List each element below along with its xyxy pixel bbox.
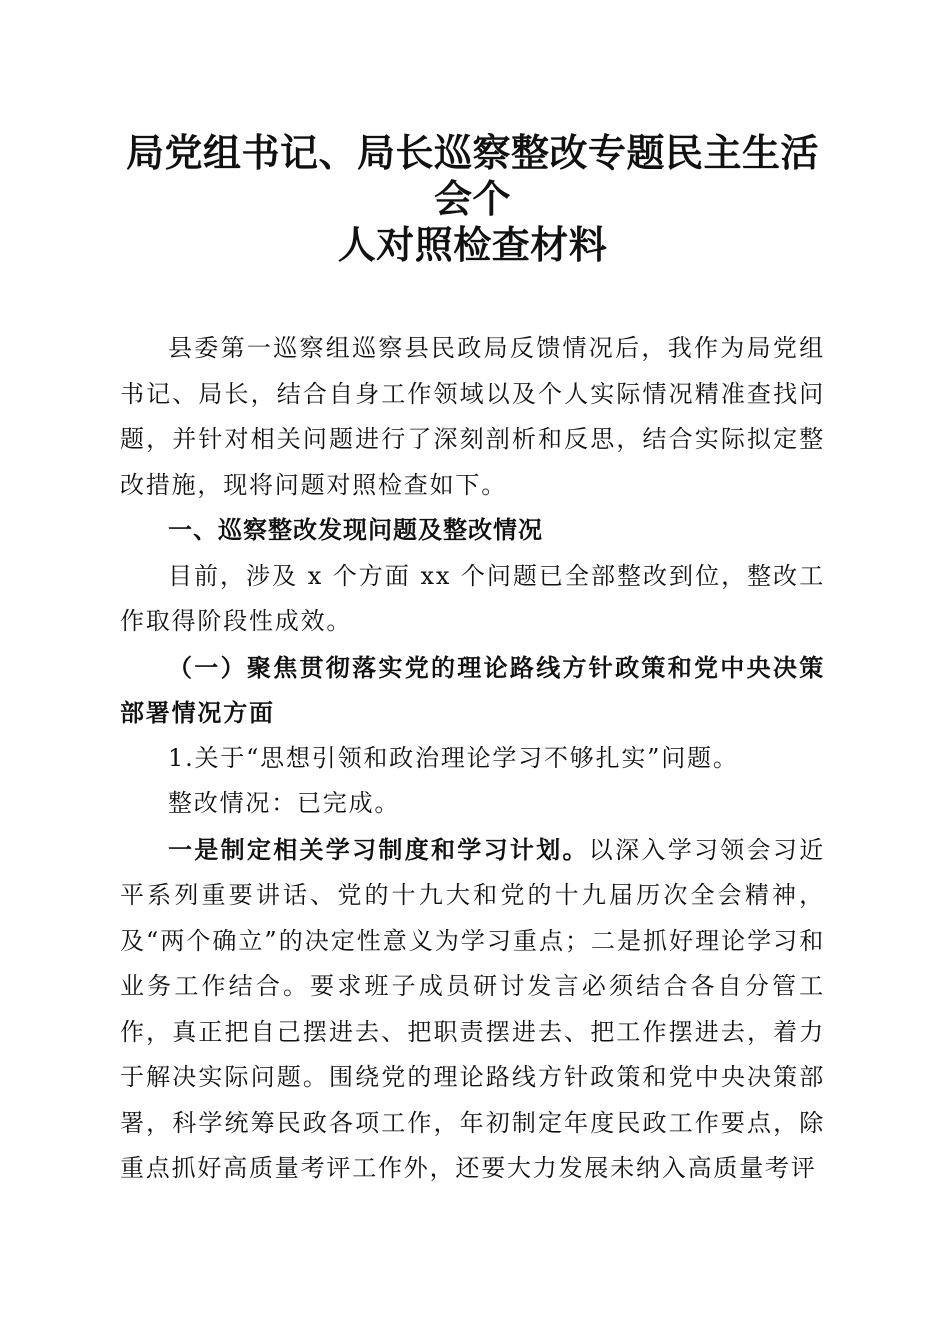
title-line-1: 局党组书记、局长巡察整改专题民主生活会个 xyxy=(125,130,819,221)
intro-paragraph: 县委第一巡察组巡察县民政局反馈情况后，我作为局党组书记、局长，结合自身工作领域以及个人实际情况精准查找问题，并针对相关问题进行了深刻剖析和反思，结合实际拟定整改措施，现将问题对照检查如下。 xyxy=(120,334,825,499)
issue-item: 1.关于“思想引领和政治理论学习不够扎实”问题。 xyxy=(168,743,739,772)
title-line-2: 人对照检查材料 xyxy=(337,222,608,267)
rectification-status: 整改情况：已完成。 xyxy=(168,789,401,817)
measures-body: 以深入学习领会习近平系列重要讲话、党的十九大和党的十九届历次全会精神，及“两个确立”的决定性意义为学习重点；二是抓好理论学习和业务工作结合。要求班子成员研讨发言必须结合各自分管工作，真正把自己摆进去、把职责摆进去、把工作摆进去，着力于解决实际问题。围绕党的理论路线方针政策和党中央决策部署，科学统筹民政各项工作，年初制定年度民政工作要点，除重点抓好高质量考评工作外，还要大力发展未纳入高质量考评 xyxy=(120,835,825,1182)
subsection-heading: （一）聚焦贯彻落实党的理论路线方针政策和党中央决策部署情况方面 xyxy=(120,652,825,727)
section-summary-paragraph: 目前，涉及 x 个方面 xx 个问题已全部整改到位，整改工作取得阶段性成效。 xyxy=(120,561,825,635)
measures-paragraph xyxy=(120,827,825,1192)
document-title xyxy=(120,130,825,268)
section-heading: 一、巡察整改发现问题及整改情况 xyxy=(168,516,543,544)
measures-lead: 一是制定相关学习制度和学习计划。 xyxy=(168,834,589,864)
document-body xyxy=(120,326,825,1192)
document-page xyxy=(120,130,825,1192)
